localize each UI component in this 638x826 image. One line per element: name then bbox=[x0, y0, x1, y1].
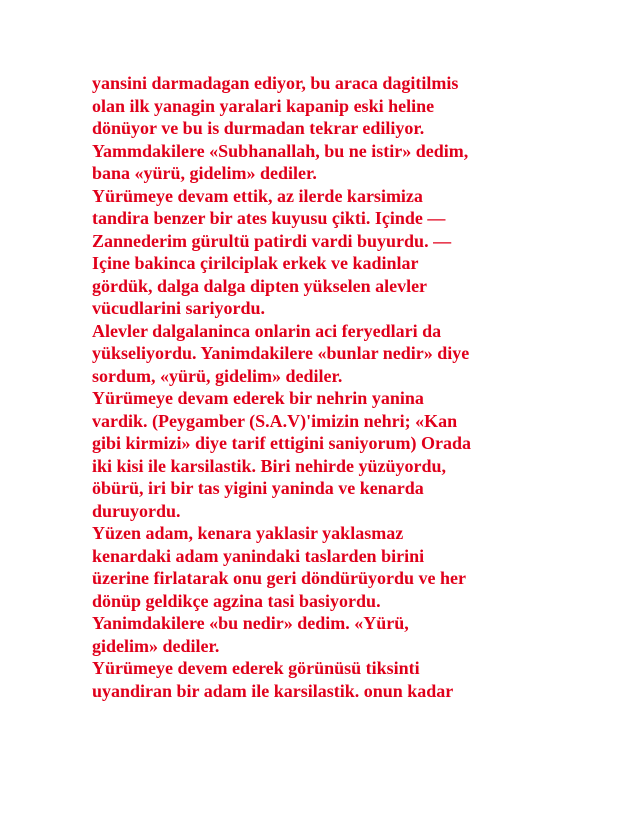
text-line: üzerine firlatarak onu geri döndürüyordu ve her bbox=[92, 568, 466, 588]
text-line: gidelim» dediler. bbox=[92, 635, 220, 656]
text-line: Yürümeye devem ederek görünüsü tiksinti bbox=[92, 658, 420, 678]
text-line: Zannederim gürultü patirdi vardi buyurdu. — bbox=[92, 230, 452, 251]
text-line: gibi kirmizi» diye tarif ettigini saniyorum) Orada bbox=[92, 433, 471, 453]
text-line: tandira benzer bir ates kuyusu çikti. Içinde — bbox=[92, 208, 446, 228]
text-line: duruyordu. bbox=[92, 500, 181, 521]
text-line: Alevler dalgalaninca onlarin aci feryedlari da bbox=[92, 320, 442, 341]
text-line: sordum, «yürü, gidelim» dediler. bbox=[92, 365, 343, 386]
text-line: yükseliyordu. Yanimdakilere «bunlar nedir» diye bbox=[92, 343, 470, 363]
text-line: kenardaki adam yanindaki taslarden birini bbox=[92, 545, 425, 566]
text-line: Yanimdakilere «bu nedir» dedim. «Yürü, bbox=[92, 613, 409, 633]
text-line: Yürümeye devam ederek bir nehrin yanina bbox=[92, 388, 424, 408]
text-line: Yammdakilere «Subhanallah, bu ne istir» dedim, bbox=[92, 140, 469, 161]
text-line: öbürü, iri bir tas yigini yaninda ve kenarda bbox=[92, 478, 424, 498]
text-line: dönüyor ve bu is durmadan tekrar ediliyor. bbox=[92, 118, 425, 138]
text-line: gördük, dalga dalga dipten yükselen alevler bbox=[92, 275, 428, 296]
text-line: dönüp geldikçe agzina tasi basiyordu. bbox=[92, 590, 381, 611]
text-line: yansini darmadagan ediyor, bu araca dagitilmis bbox=[92, 73, 459, 93]
text-line: iki kisi ile karsilastik. Biri nehirde yüzüyordu, bbox=[92, 455, 447, 476]
text-line: vücudlarini sariyordu. bbox=[92, 298, 266, 318]
text-line: olan ilk yanagin yaralari kapanip eski heline bbox=[92, 95, 435, 116]
text-line: Içine bakinca çirilciplak erkek ve kadinlar bbox=[92, 253, 419, 273]
text-line: uyandiran bir adam ile karsilastik. onun kadar bbox=[92, 680, 454, 701]
text-line: Yüzen adam, kenara yaklasir yaklasmaz bbox=[92, 523, 404, 543]
text-line: bana «yürü, gidelim» dediler. bbox=[92, 163, 317, 183]
text-line: vardik. (Peygamber (S.A.V)'imizin nehri; «Kan bbox=[92, 410, 458, 431]
body-text bbox=[92, 72, 612, 702]
text-line: Yürümeye devam ettik, az ilerde karsimiza bbox=[92, 185, 423, 206]
